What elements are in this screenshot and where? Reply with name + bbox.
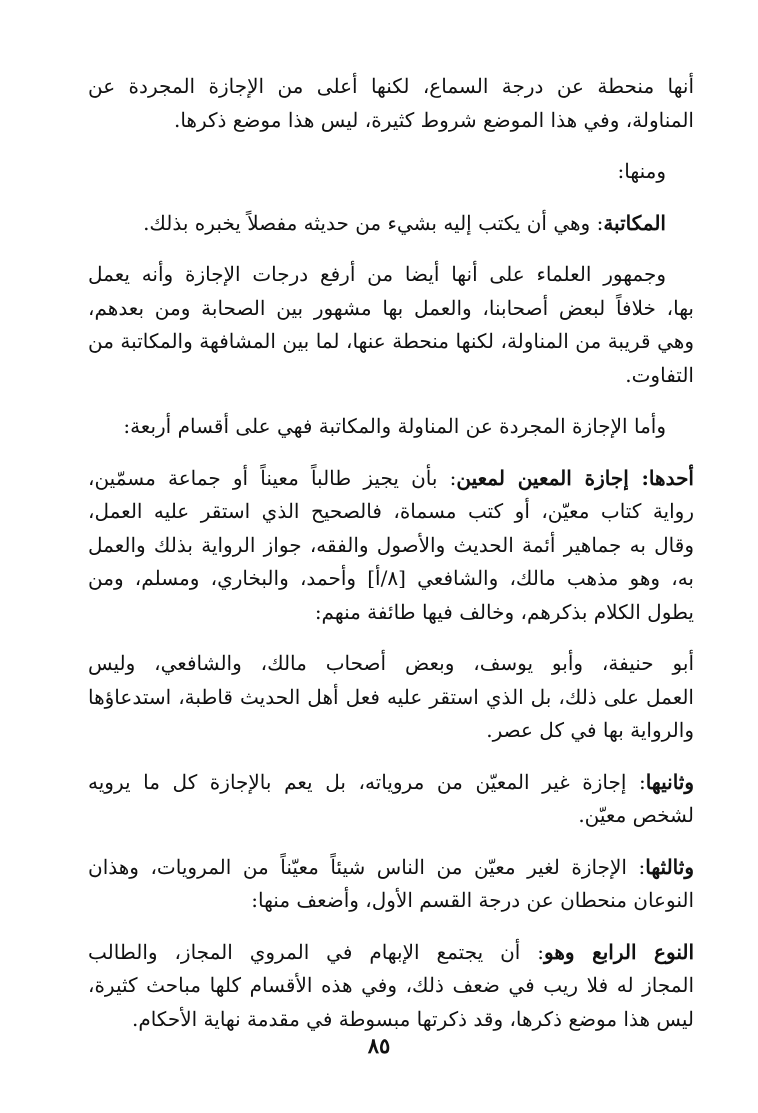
bold-term: النوع الرابع وهو bbox=[544, 939, 695, 964]
text-line: ليس هذا موضع ذكرها، وقد ذكرتها مبسوطة في مقدمة نهاية الأحكام. bbox=[131, 1006, 694, 1031]
text-line: بها، خلافاً لبعض أصحابنا، والعمل بها مشهور بين الصحابة ومن بعدهم، bbox=[88, 295, 694, 320]
text-line bbox=[88, 936, 694, 970]
bold-term: المكاتبة bbox=[603, 210, 666, 235]
text-line: والرواية بها في كل عصر. bbox=[486, 718, 694, 742]
text-line bbox=[88, 207, 666, 241]
text-line: العمل على ذلك، بل الذي استقر عليه فعل أهل الحديث قاطبة، استدعاؤها bbox=[88, 684, 694, 709]
bold-term: أحدها: إجازة المعين لمعين bbox=[456, 465, 694, 490]
text-line: يطول الكلام بذكرهم، وخالف فيها طائفة منهم: bbox=[314, 599, 694, 624]
text-line: النوعان منحطان عن درجة القسم الأول، وأضعف منها: bbox=[251, 888, 694, 912]
line-rest: : وهي أن يكتب إليه بشيء من حديثه مفصلاً يخبره بذلك. bbox=[143, 210, 604, 235]
text-line: لشخص معيّن. bbox=[578, 803, 694, 827]
text-line: التفاوت. bbox=[625, 362, 694, 387]
text-line bbox=[88, 851, 694, 885]
page-number: ٨٥ bbox=[367, 1033, 391, 1058]
page-body bbox=[88, 70, 694, 1054]
text-line: وقال به جماهير أئمة الحديث والأصول والفقه، جواز الرواية بذلك والعمل bbox=[88, 532, 694, 557]
paragraph-5 bbox=[88, 410, 694, 444]
paragraph-8 bbox=[88, 766, 694, 833]
text-line: وجمهور العلماء على أنها أيضا من أرفع درجات الإجازة وأنه يعمل bbox=[88, 262, 666, 286]
bold-term: وثالثها bbox=[645, 854, 694, 879]
text-line: ومنها: bbox=[617, 159, 666, 183]
text-line: أنها منحطة عن درجة السماع، لكنها أعلى من الإجازة المجردة عن bbox=[88, 74, 694, 98]
line-rest: : أن يجتمع الإبهام في المروي المجاز، والطالب bbox=[88, 939, 545, 964]
text-line: وهي قريبة من المناولة، لكنها منحطة عنها، لما بين المشافهة والمكاتبة من bbox=[88, 329, 694, 353]
paragraph-2 bbox=[88, 155, 694, 189]
text-line: رواية كتاب معيّن، أو كتب مسماة، فالصحيح الذي استقر عليه العمل، bbox=[88, 499, 694, 523]
line-rest: : الإجازة لغير معيّن من الناس شيئاً معيّناً من المرويات، وهذان bbox=[88, 854, 646, 879]
text-line: أبو حنيفة، وأبو يوسف، وبعض أصحاب مالك، والشافعي، وليس bbox=[88, 651, 694, 675]
text-line: به، وهو مذهب مالك، والشافعي [٨/أ] وأحمد، والبخاري، ومسلم، ومن bbox=[88, 566, 694, 590]
paragraph-4 bbox=[88, 258, 694, 392]
paragraph-9 bbox=[88, 851, 694, 918]
bold-term: وثانيها bbox=[645, 769, 695, 794]
paragraph-3 bbox=[88, 207, 694, 241]
text-line: المجاز له فلا ريب في ضعف ذلك، وفي هذه الأقسام كلها مباحث كثيرة، bbox=[88, 973, 694, 997]
paragraph-1 bbox=[88, 70, 694, 137]
paragraph-6 bbox=[88, 462, 694, 630]
text-line bbox=[88, 766, 694, 800]
line-rest: : بأن يجيز طالباً معيناً أو جماعة مسمّين، bbox=[88, 465, 457, 490]
text-line: وأما الإجازة المجردة عن المناولة والمكاتبة فهي على أقسام أربعة: bbox=[123, 414, 666, 438]
paragraph-7 bbox=[88, 647, 694, 748]
text-line bbox=[88, 462, 694, 496]
text-line: المناولة، وفي هذا الموضع شروط كثيرة، ليس هذا موضع ذكرها. bbox=[173, 107, 694, 132]
paragraph-10 bbox=[88, 936, 694, 1037]
line-rest: : إجازة غير المعيّن من مروياته، بل يعم بالإجازة كل ما يرويه bbox=[88, 769, 646, 794]
